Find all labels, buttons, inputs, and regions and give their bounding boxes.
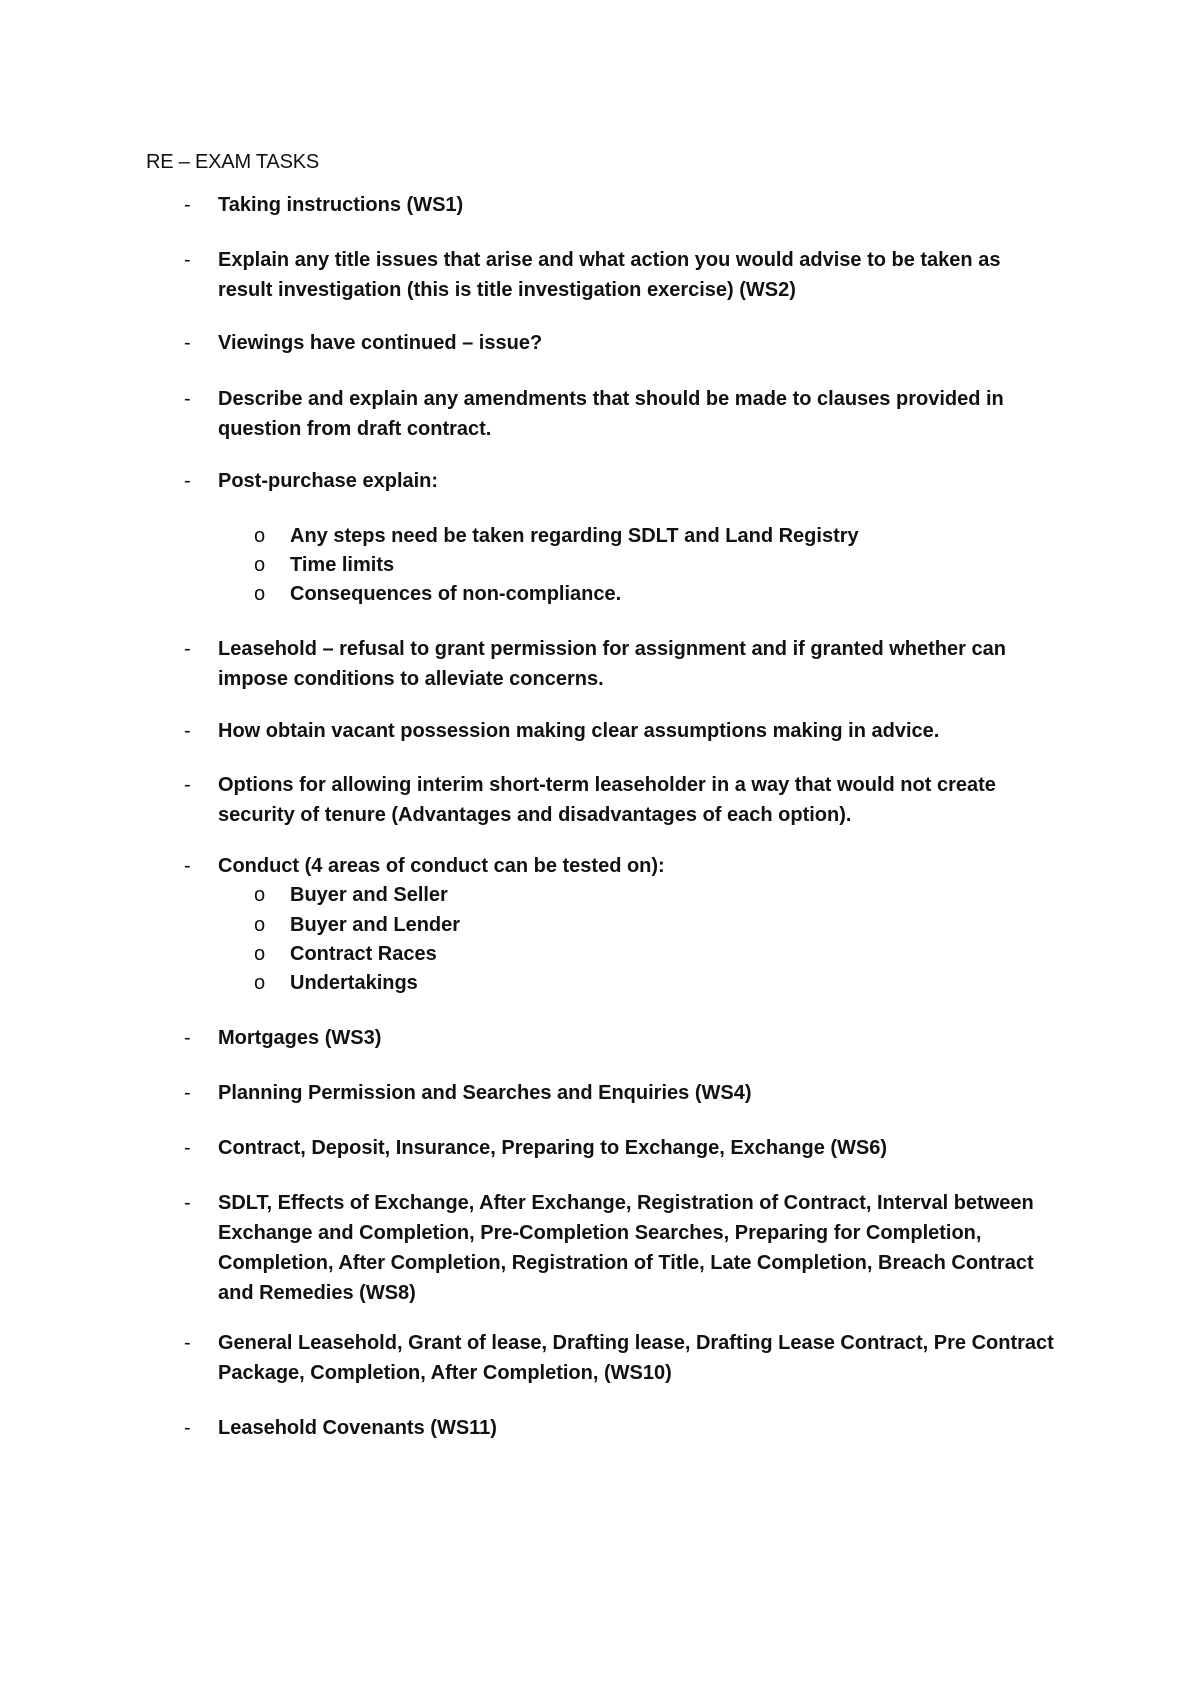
dash-marker: - [184,855,191,877]
circle-bullet-marker: o [254,525,266,547]
circle-bullet-marker: o [254,554,266,576]
dash-marker: - [184,1082,191,1104]
sub-list-item-text: Buyer and Seller [290,884,448,906]
dash-marker: - [184,249,191,271]
list-item-text: Explain any title issues that arise and what action you would advise to be taken as result investigation (this is title investigation exercise) (WS2) [218,249,1001,301]
sub-list-item-text: Buyer and Lender [290,914,461,936]
list-item-text: Leasehold Covenants (WS11) [218,1417,497,1439]
list-item-text: Options for allowing interim short-term leaseholder in a way that would not create security of tenure (Advantages and disadvantages of each option). [218,774,996,826]
dash-marker: - [184,194,191,216]
list-item-text: Post-purchase explain: [218,470,439,492]
list-item-text: General Leasehold, Grant of lease, Drafting lease, Drafting Lease Contract, Pre Contract Package, Completion, After Completion, (WS10) [218,1332,1054,1384]
list-item-text: Conduct (4 areas of conduct can be tested on): [218,855,665,877]
dash-marker: - [184,1417,191,1439]
dash-marker: - [184,1027,191,1049]
dash-marker: - [184,470,191,492]
dash-marker: - [184,332,191,354]
circle-bullet-marker: o [254,583,266,605]
document-title: RE – EXAM TASKS [146,151,319,173]
circle-bullet-marker: o [254,972,266,994]
list-item-text: SDLT, Effects of Exchange, After Exchange, Registration of Contract, Interval between Exchange and Completion, Pre-Completion Searches, Preparing for Completion, Completion, After Completion, Registration of Title, Late Completion, Breach Contract and Remedies (WS8) [218,1192,1034,1304]
list-item-text: Planning Permission and Searches and Enquiries (WS4) [218,1082,752,1104]
circle-bullet-marker: o [254,943,266,965]
sub-list-item-text: Consequences of non-compliance. [290,583,622,605]
dash-marker: - [184,774,191,796]
circle-bullet-marker: o [254,914,266,936]
dash-marker: - [184,638,191,660]
dash-marker: - [184,1192,191,1214]
circle-bullet-marker: o [254,884,266,906]
sub-list-item-text: Contract Races [290,943,437,965]
sub-list-item-text: Any steps need be taken regarding SDLT and Land Registry [290,525,859,547]
list-item-text: Viewings have continued – issue? [218,332,543,354]
dash-marker: - [184,720,191,742]
list-item-text: Taking instructions (WS1) [218,194,464,216]
list-item-text: Leasehold – refusal to grant permission for assignment and if granted whether can impose conditions to alleviate concerns. [218,638,1006,690]
list-item-text: Mortgages (WS3) [218,1027,382,1049]
list-item-text: Contract, Deposit, Insurance, Preparing to Exchange, Exchange (WS6) [218,1137,888,1159]
dash-marker: - [184,1137,191,1159]
list-item-text: Describe and explain any amendments that should be made to clauses provided in question from draft contract. [218,388,1004,440]
dash-marker: - [184,388,191,410]
sub-list-item-text: Undertakings [290,972,418,994]
sub-list-item-text: Time limits [290,554,395,576]
dash-marker: - [184,1332,191,1354]
list-item-text: How obtain vacant possession making clear assumptions making in advice. [218,720,940,742]
